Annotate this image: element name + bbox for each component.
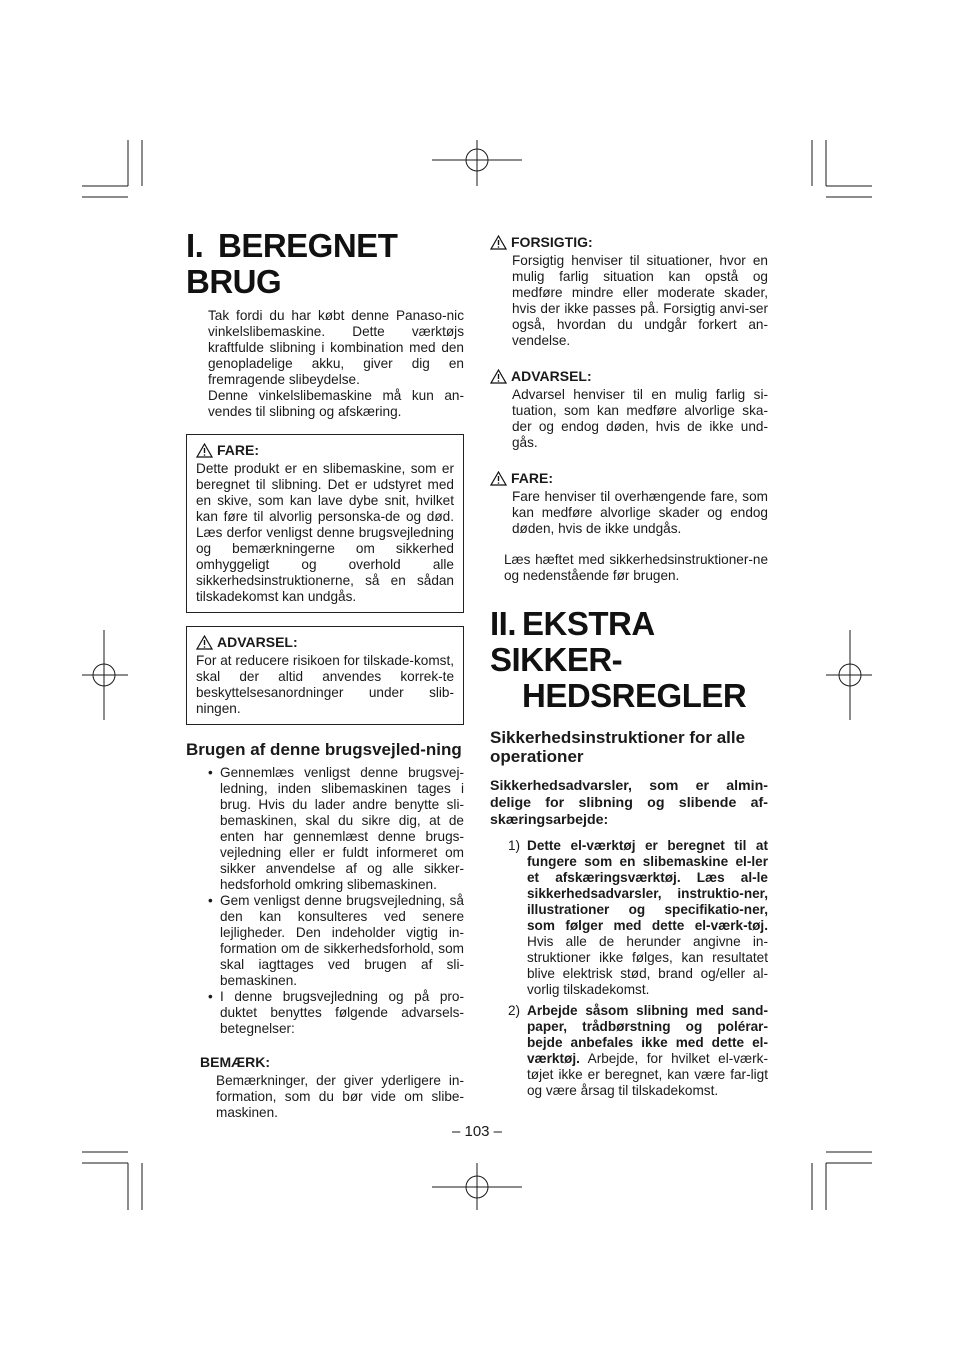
intro-paragraph: Tak fordi du har købt denne Panaso-nic vinkelslibemaskine. Dette værktøjs kraftfulde slibning i kombination med den genopladelige akku, giver dig en fremragende slibeydelse. [208, 308, 464, 387]
warning-triangle-icon [196, 635, 213, 650]
list-item: • Gennemlæs venligst denne brugsvej-ledning, inden slibemaskinen tages i brug. Hvis du lader andre benytte sli-bemaskinen, skal du sikre dig, at de enten har gennemlæst denne brugs-vejledning eller er fuldt informeret om sikker anvendelse af og alle sikker-hedsforhold omkring slibemaskinen. [208, 765, 464, 893]
forsigtig-heading: FORSIGTIG: [490, 233, 768, 251]
left-column [186, 228, 464, 1121]
list-item: 1) Dette el-værktøj er beregnet til at fungere som en slibemaskine el-ler et afskæringsværktøj. Læs al-le sikkerhedsadvarsler, instruktio-ner, illustrationer og specifikatio-ner, som følger med dette el-værk-tøj. Hvis alle de herunder angivne in-struktioner ikke følges, kan resultatet blive elektrisk stød, brand og/eller al-vorlig tilskadekomst. [508, 838, 768, 997]
list-item: • I denne brugsvejledning og på pro-duktet benyttes følgende advarsels-betegnelser: [208, 989, 464, 1037]
advarsel-box [186, 626, 464, 725]
advarsel-signal-heading: ADVARSEL: [490, 367, 768, 385]
warning-triangle-icon [196, 443, 213, 458]
usage-heading: Brugen af denne brugsvejled-ning [186, 740, 462, 759]
fare-box [186, 434, 464, 613]
fare-signal-text: Fare henviser til overhængende fare, som kan medføre alvorlige skader og endog døden, hvis de ikke undgås. [512, 489, 768, 536]
intended-use-paragraph: Denne vinkelslibemaskine må kun an-vendes til slibning og afskæring. [208, 388, 464, 419]
warning-triangle-icon [490, 235, 507, 250]
general-warnings-intro: Sikkerhedsadvarsler, som er almin-delige for slibning og slibende af-skæringsarbejde: [490, 778, 768, 828]
usage-bullets [208, 765, 464, 1037]
bemaerk-heading: BEMÆRK: [200, 1054, 270, 1070]
section-title-beregnet-brug: I. BEREGNET BRUG [186, 227, 398, 300]
safety-items [508, 838, 768, 1099]
safety-subheading: Sikkerhedsinstruktioner for alle operationer [490, 728, 746, 766]
read-note: Læs hæftet med sikkerhedsinstruktioner-ne og nedenstående før brugen. [504, 552, 768, 583]
advarsel-signal-text: Advarsel henviser til en mulig farlig si-tuation, som kan medføre alvorlige ska-der og endog døden, hvis de ikke und-gås. [512, 387, 768, 450]
fare-heading: FARE: [196, 441, 454, 459]
fare-text: Dette produkt er en slibemaskine, som er beregnet til slibning. Det er udstyret med en skive, som kan lave dybe snit, hvilket kan føre til alvorlig personska-de og død. Læs derfor venligst denne brugsvejledning og bemærkningerne om sikkerhed omhyggeligt og overhold alle sikkerhedsinstruktionerne, så en sådan tilskadekomst kan undgås. [196, 461, 454, 604]
bemaerk-text: Bemærkninger, der giver yderligere in-formation, som du bør vide om slibe-maskinen. [216, 1073, 464, 1120]
page-number: – 103 – [451, 1123, 503, 1140]
list-item: 2) Arbejde såsom slibning med sand-paper, trådbørstning og polérar-bejde anbefales ikke med dette el-værktøj. Arbejde, for hvilket el-værk-tøjet ikke er beregnet, kan være far-ligt og være årsag til tilskadekomst. [508, 1003, 768, 1098]
list-item: • Gem venligst denne brugsvejledning, så den kan konsulteres ved senere lejligheder. Den indeholder vigtig in-formation om de sikkerhedsforhold, som skal iagttages ved brugen af sli-bemaskinen. [208, 893, 464, 989]
right-column [490, 233, 768, 1099]
warning-triangle-icon [490, 369, 507, 384]
fare-signal-heading: FARE: [490, 469, 768, 487]
forsigtig-text: Forsigtig henviser til situationer, hvor en mulig farlig situation kan opstå og medføre mindre eller moderate skader, hvis der ikke passes på. Forsigtig anvi-ser også, hvordan du undgår forkert an-vendelse. [512, 253, 768, 348]
warning-triangle-icon [490, 471, 507, 486]
section-title-ekstra-sikkerhedsregler: II. EKSTRA SIKKER- HEDSREGLER [490, 605, 747, 714]
advarsel-text: For at reducere risikoen for tilskade-komst, skal der altid anvendes korrek-te beskyttelsesanordninger under slib-ningen. [196, 653, 454, 716]
advarsel-heading: ADVARSEL: [196, 633, 454, 651]
